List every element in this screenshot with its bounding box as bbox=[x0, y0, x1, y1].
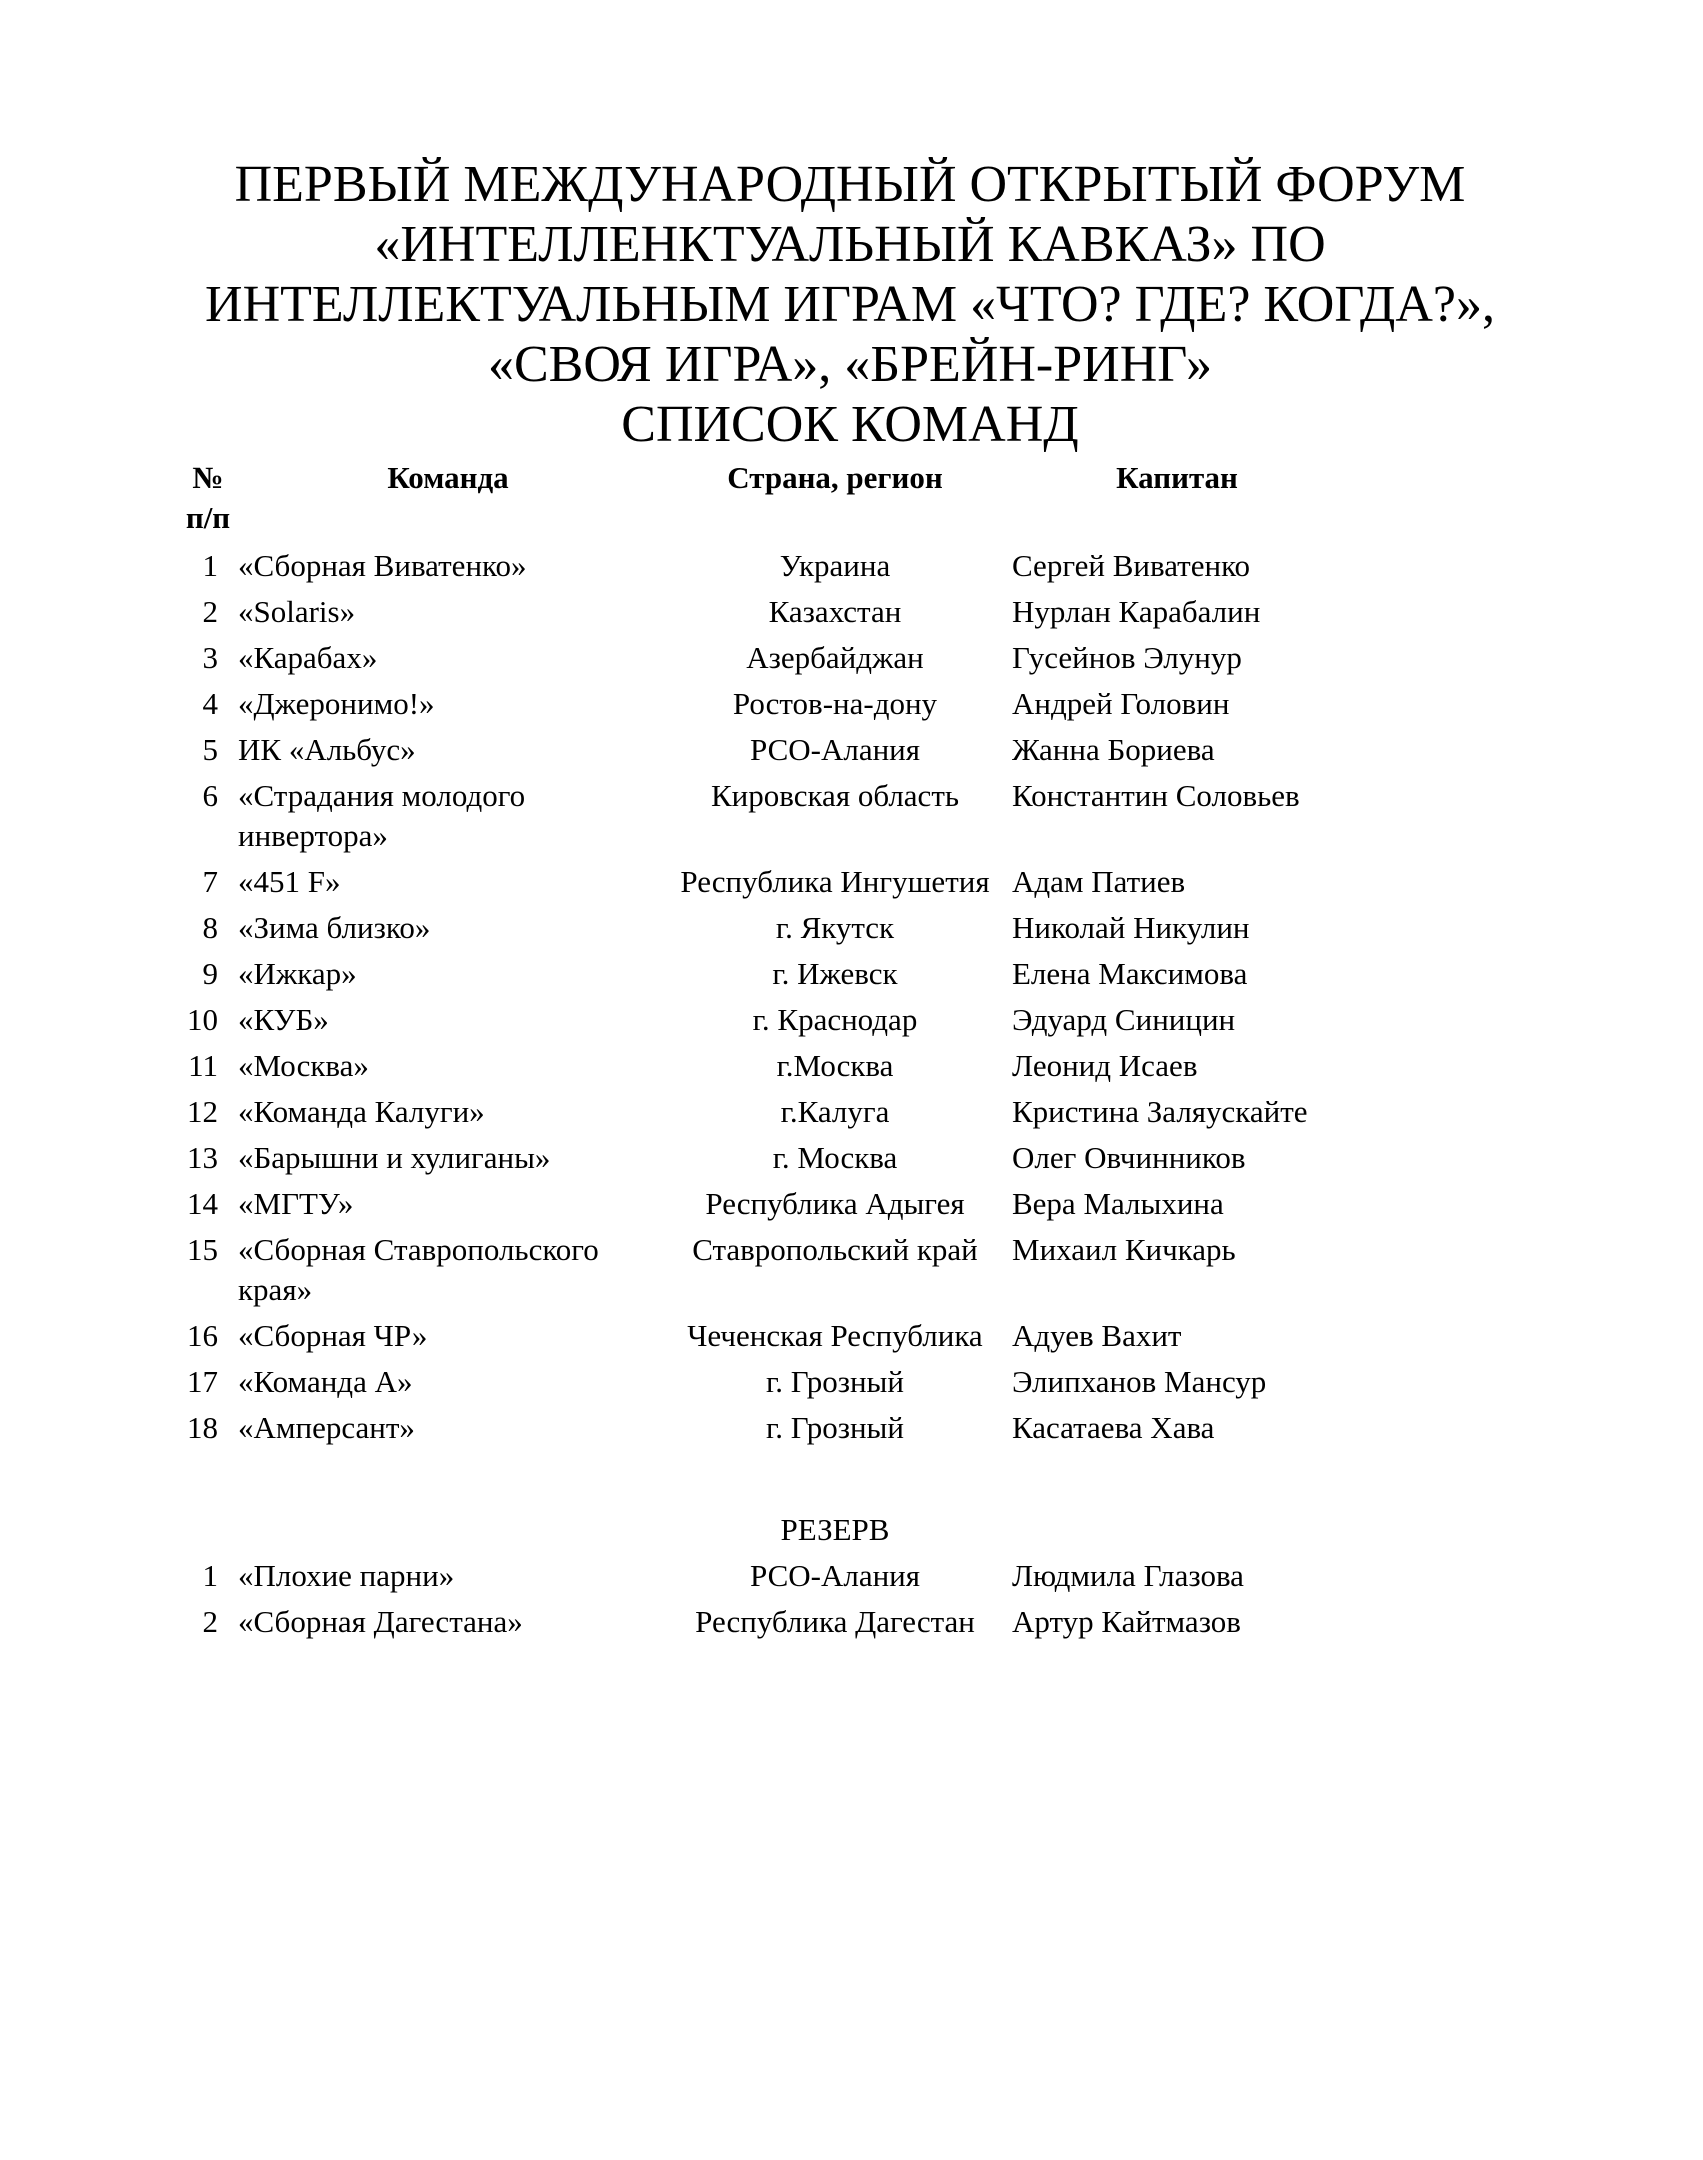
row-region: Республика Дагестан bbox=[695, 1604, 975, 1639]
row-captain: Николай Никулин bbox=[1012, 910, 1250, 945]
row-captain: Михаил Кичкарь bbox=[1012, 1232, 1236, 1267]
row-captain: Элипханов Мансур bbox=[1012, 1364, 1267, 1399]
table-row bbox=[0, 1138, 1703, 1184]
row-number: 14 bbox=[187, 1186, 218, 1221]
row-captain: Кристина Заляускайте bbox=[1012, 1094, 1308, 1129]
table-row bbox=[0, 638, 1703, 684]
row-number: 7 bbox=[202, 864, 218, 899]
row-captain: Жанна Бориева bbox=[1012, 732, 1215, 767]
title-line: ИНТЕЛЛЕКТУАЛЬНЫМ ИГРАМ «ЧТО? ГДЕ? КОГДА?», bbox=[205, 276, 1495, 333]
row-number: 18 bbox=[187, 1410, 218, 1445]
row-number: 5 bbox=[202, 732, 218, 767]
row-number: 13 bbox=[187, 1140, 218, 1175]
list-title: СПИСОК КОМАНД bbox=[621, 396, 1079, 453]
row-captain: Адам Патиев bbox=[1012, 864, 1186, 899]
row-number: 8 bbox=[202, 910, 218, 945]
row-captain: Леонид Исаев bbox=[1012, 1048, 1198, 1083]
table-row bbox=[0, 730, 1703, 776]
row-captain: Нурлан Карабалин bbox=[1012, 594, 1261, 629]
row-number: 1 bbox=[202, 548, 218, 583]
row-region: Азербайджан bbox=[746, 640, 924, 675]
row-captain: Людмила Глазова bbox=[1012, 1558, 1244, 1593]
row-region: г. Грозный bbox=[766, 1364, 904, 1399]
row-team: «Амперсант» bbox=[238, 1410, 415, 1445]
row-captain: Касатаева Хава bbox=[1012, 1410, 1215, 1445]
row-region: Республика Ингушетия bbox=[680, 864, 990, 899]
row-number: 11 bbox=[188, 1048, 218, 1083]
table-row bbox=[0, 684, 1703, 730]
row-region: РСО-Алания bbox=[749, 1558, 921, 1593]
row-number: 12 bbox=[187, 1094, 218, 1129]
row-team: «Сборная ЧР» bbox=[238, 1318, 428, 1353]
table-row bbox=[0, 1362, 1703, 1408]
table-row bbox=[0, 1184, 1703, 1230]
reserve-title: РЕЗЕРВ bbox=[780, 1512, 890, 1547]
row-number: 2 bbox=[202, 594, 218, 629]
row-team: ИК «Альбус» bbox=[238, 732, 416, 767]
title-line: ПЕРВЫЙ МЕЖДУНАРОДНЫЙ ОТКРЫТЫЙ ФОРУМ bbox=[234, 156, 1466, 213]
row-captain: Эдуард Синицин bbox=[1012, 1002, 1236, 1037]
row-number: 6 bbox=[202, 778, 218, 813]
row-captain: Гусейнов Элунур bbox=[1012, 640, 1242, 675]
table-row bbox=[0, 954, 1703, 1000]
row-team: «Команда А» bbox=[238, 1364, 413, 1399]
table-row bbox=[0, 1408, 1703, 1454]
row-number: 4 bbox=[202, 686, 218, 721]
row-team: «Сборная Виватенко» bbox=[238, 548, 527, 583]
table-body bbox=[0, 546, 1703, 1454]
table-row bbox=[0, 908, 1703, 954]
row-team: «МГТУ» bbox=[238, 1186, 354, 1221]
table-row bbox=[0, 1046, 1703, 1092]
table-row bbox=[0, 776, 1703, 862]
row-region: Чеченская Республика bbox=[687, 1318, 983, 1353]
title-line: «ИНТЕЛЛЕНКТУАЛЬНЫЙ КАВКАЗ» ПО bbox=[374, 216, 1326, 273]
row-region: г.Москва bbox=[776, 1048, 894, 1083]
table-row bbox=[0, 592, 1703, 638]
row-region: Ростов-на-дону bbox=[732, 686, 938, 721]
row-number: 10 bbox=[187, 1002, 218, 1037]
row-captain: Сергей Виватенко bbox=[1012, 548, 1251, 583]
row-team: «Барышни и хулиганы» bbox=[238, 1140, 551, 1175]
row-captain: Елена Максимова bbox=[1012, 956, 1248, 991]
header-region: Страна, регион bbox=[727, 460, 943, 495]
row-team: «Сборная Ставропольского края» bbox=[238, 1232, 599, 1307]
row-captain: Константин Соловьев bbox=[1012, 778, 1300, 813]
row-team: «Solaris» bbox=[238, 594, 356, 629]
row-team: «Плохие парни» bbox=[238, 1558, 455, 1593]
header-number-line1: № bbox=[192, 460, 224, 495]
title-line: «СВОЯ ИГРА», «БРЕЙН-РИНГ» bbox=[487, 336, 1213, 393]
row-team: «КУБ» bbox=[238, 1002, 329, 1037]
row-team: «Сборная Дагестана» bbox=[238, 1604, 523, 1639]
row-region: г. Якутск bbox=[775, 910, 895, 945]
row-region: РСО-Алания bbox=[749, 732, 921, 767]
table-row bbox=[0, 1602, 1703, 1648]
row-team: «Ижкар» bbox=[238, 956, 357, 991]
row-region: Ставропольский край bbox=[692, 1232, 978, 1267]
table-row bbox=[0, 1556, 1703, 1602]
table-row bbox=[0, 1230, 1703, 1316]
row-region: г. Москва bbox=[772, 1140, 898, 1175]
table-row bbox=[0, 1000, 1703, 1046]
reserve-heading bbox=[0, 1510, 1703, 1556]
row-number: 17 bbox=[187, 1364, 218, 1399]
row-number: 15 bbox=[187, 1232, 218, 1267]
table-row bbox=[0, 862, 1703, 908]
row-region: Кировская область bbox=[710, 778, 959, 813]
table-row bbox=[0, 1092, 1703, 1138]
teams-table bbox=[0, 458, 1703, 1648]
document-title bbox=[150, 155, 1550, 395]
row-team: «451 F» bbox=[238, 864, 341, 899]
row-region: Республика Адыгея bbox=[705, 1186, 965, 1221]
table-row bbox=[0, 1316, 1703, 1362]
table-row bbox=[0, 546, 1703, 592]
row-team: «Карабах» bbox=[238, 640, 378, 675]
row-team: «Страдания молодого инвертора» bbox=[238, 778, 526, 853]
row-number: 3 bbox=[202, 640, 218, 675]
header-number bbox=[180, 458, 236, 538]
row-team: «Джеронимо!» bbox=[238, 686, 435, 721]
row-region: Казахстан bbox=[768, 594, 902, 629]
row-region: Украина bbox=[779, 548, 891, 583]
row-team: «Зима близко» bbox=[238, 910, 431, 945]
row-region: г. Краснодар bbox=[752, 1002, 918, 1037]
row-region: г.Калуга bbox=[780, 1094, 890, 1129]
row-team: «Москва» bbox=[238, 1048, 369, 1083]
row-team: «Команда Калуги» bbox=[238, 1094, 485, 1129]
row-number: 1 bbox=[202, 1558, 218, 1593]
row-captain: Вера Малыхина bbox=[1012, 1186, 1224, 1221]
row-region: г. Ижевск bbox=[772, 956, 898, 991]
header-number-line2: п/п bbox=[185, 500, 231, 535]
header-captain: Капитан bbox=[1116, 460, 1238, 495]
row-number: 16 bbox=[187, 1318, 218, 1353]
row-number: 2 bbox=[202, 1604, 218, 1639]
row-captain: Артур Кайтмазов bbox=[1012, 1604, 1241, 1639]
row-captain: Олег Овчинников bbox=[1012, 1140, 1246, 1175]
row-captain: Андрей Головин bbox=[1012, 686, 1230, 721]
header-team: Команда bbox=[387, 460, 509, 495]
row-captain: Адуев Вахит bbox=[1012, 1318, 1182, 1353]
row-region: г. Грозный bbox=[766, 1410, 904, 1445]
row-number: 9 bbox=[202, 956, 218, 991]
table-header bbox=[0, 458, 1703, 546]
reserve-table-body bbox=[0, 1556, 1703, 1648]
